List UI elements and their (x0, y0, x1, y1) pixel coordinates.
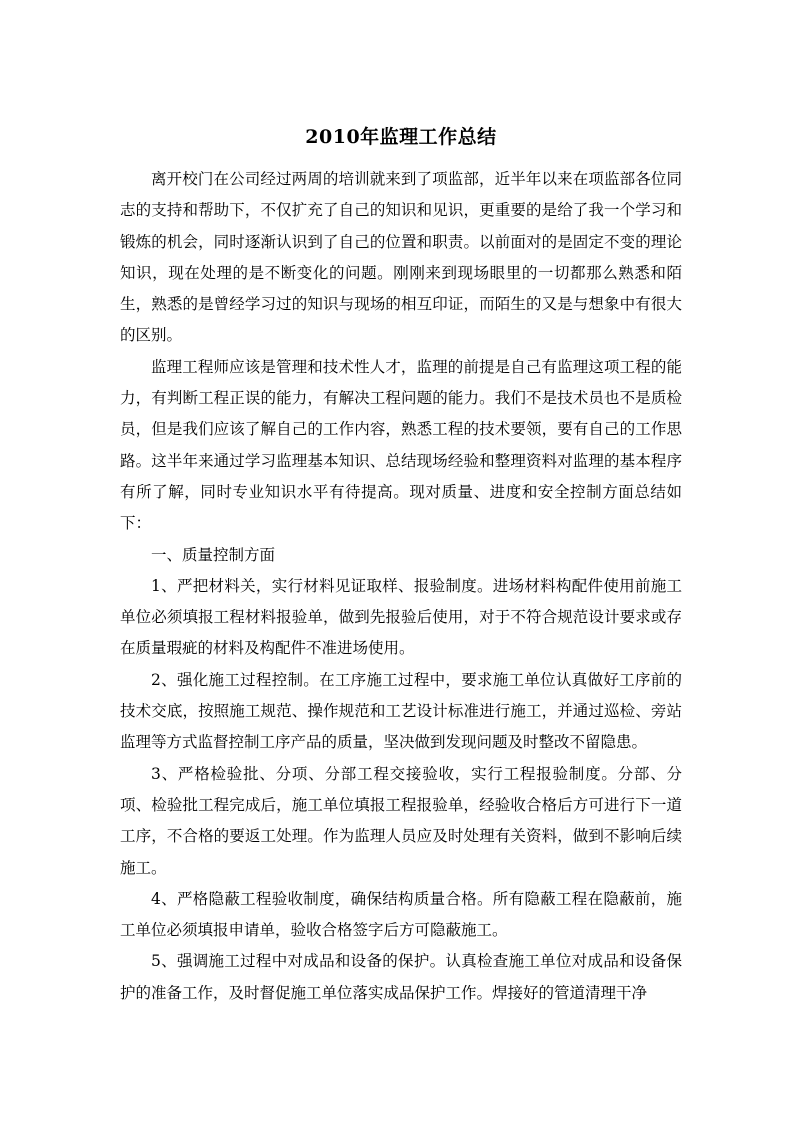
list-item-materials: 1、严把材料关，实行材料见证取样、报验制度。进场材料构配件使用前施工单位必须填报工程材料报验单，做到先报验后使用，对于不符合规范设计要求或存在质量瑕疵的材料及构配件不准进场使用。 (120, 576, 682, 658)
section-heading-quality: 一、质量控制方面 (151, 545, 276, 564)
list-item-process-control: 2、强化施工过程控制。在工序施工过程中，要求施工单位认真做好工序前的技术交底，按照施工规范、操作规范和工艺设计标准进行施工，并通过巡检、旁站监理等方式监督控制工序产品的质量，坚决做到发现问题及时整改不留隐患。 (120, 670, 682, 752)
document-page (120, 122, 682, 1009)
document-title: 2010年监理工作总结 (305, 126, 497, 148)
paragraph-role: 监理工程师应该是管理和技术性人才，监理的前提是自己有监理这项工程的能力，有判断工程正误的能力，有解决工程问题的能力。我们不是技术员也不是质检员，但是我们应该了解自己的工作内容，熟悉工程的技术要领，要有自己的工作思路。这半年来通过学习监理基本知识、总结现场经验和整理资料对监理的基本程序有所了解，同时专业知识水平有待提高。现对质量、进度和安全控制方面总结如下： (120, 357, 682, 533)
list-item-acceptance: 3、严格检验批、分项、分部工程交接验收，实行工程报验制度。分部、分项、检验批工程完成后，施工单位填报工程报验单，经验收合格后方可进行下一道工序，不合格的要返工处理。作为监理人员应及时处理有关资料，做到不影响后续施工。 (120, 764, 682, 877)
list-item-concealed-works: 4、严格隐蔽工程验收制度，确保结构质量合格。所有隐蔽工程在隐蔽前，施工单位必须填报申请单，验收合格签字后方可隐蔽施工。 (120, 889, 682, 940)
paragraph-intro: 离开校门在公司经过两周的培训就来到了项监部，近半年以来在项监部各位同志的支持和帮助下，不仅扩充了自己的知识和见识，更重要的是给了我一个学习和锻炼的机会，同时逐渐认识到了自己的位置和职责。以前面对的是固定不变的理论知识，现在处理的是不断变化的问题。刚刚来到现场眼里的一切都那么熟悉和陌生，熟悉的是曾经学习过的知识与现场的相互印证，而陌生的又是与想象中有很大的区别。 (120, 170, 682, 345)
list-item-protection: 5、强调施工过程中对成品和设备的保护。认真检查施工单位对成品和设备保护的准备工作，及时督促施工单位落实成品保护工作。焊接好的管道清理干净 (120, 952, 682, 1002)
